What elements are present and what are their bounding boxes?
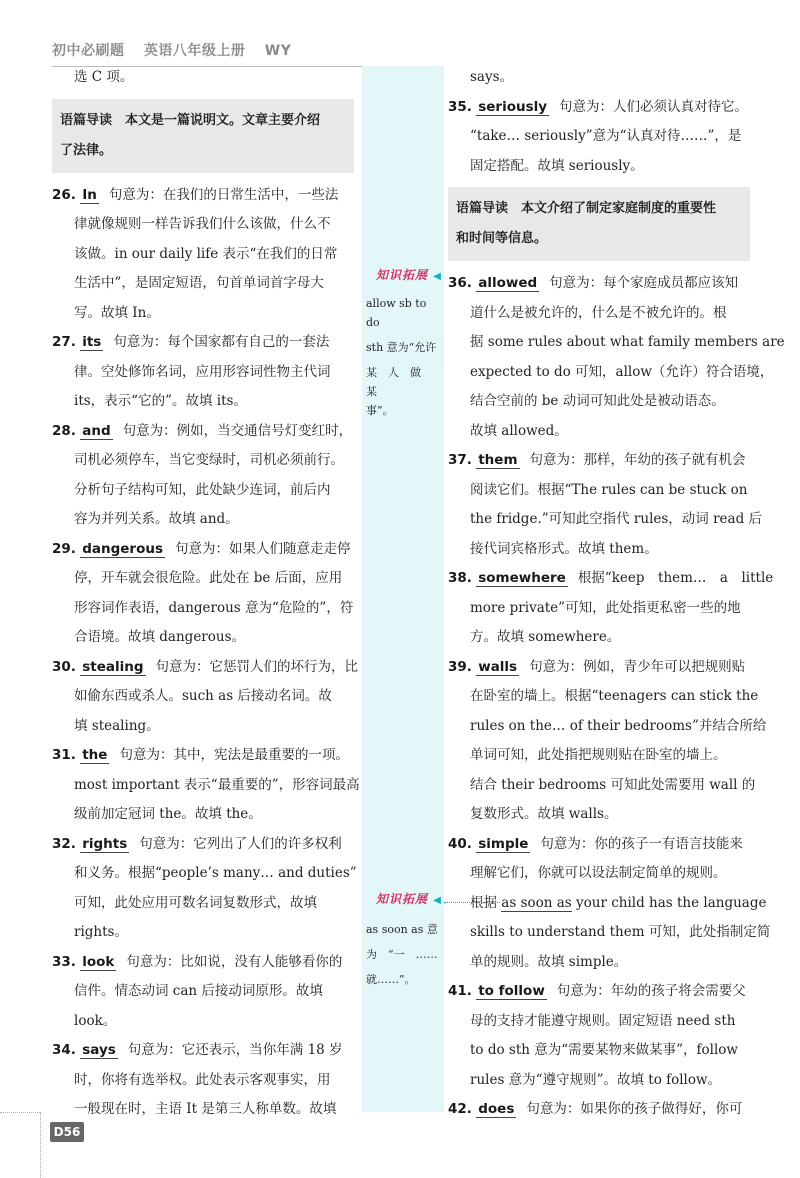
explanation-text: 句意为：每个国家都有自己的一套法 [113,334,330,350]
explanation-text: 接代词宾格形式。故填 them。 [470,540,658,557]
explanation-text: expected to do 可知，allow（允许）符合语境， [470,363,774,380]
explanation-text: 单的规则。故填 simple。 [470,953,628,970]
explanation-text: 方。故填 somewhere。 [470,629,621,645]
answer-word: dangerous [82,540,164,557]
explanation-text: its，表示“它的”。故填 its。 [74,393,247,409]
question-number: 31. [52,747,76,763]
explanation-line [448,889,767,919]
explanation-text: 结合空前的 be 动词可知此处是被动语态。 [470,393,725,409]
question-number: 29. [52,540,76,557]
explanation-text: 如偷东西或杀人。such as 后接动名词。故 [74,688,332,704]
explanation-text: 在卧室的墙上。根据“teenagers can stick the [470,688,759,704]
answer-word: to follow [478,983,545,999]
explanation-text: to do sth 意为“需要某物来做某事”，follow [470,1042,738,1058]
question-number: 34. [52,1042,76,1058]
right-column [448,63,785,1125]
explanation-text: 故填 allowed。 [470,422,568,439]
explanation-text: 句意为：如果人们随意走走停 [175,540,351,557]
answer-word: and [82,422,111,439]
answer-word: the [82,747,108,763]
answer-word: In [82,186,97,203]
corner-dotted-line [0,1112,40,1113]
note-title: 知识拓展 [376,892,429,906]
question-number: 27. [52,334,76,350]
answer-39 [448,653,767,830]
explanation-text: 句意为：每个家庭成员都应该知 [549,275,739,291]
explanation-text: 句意为：如果你的孩子做得好，你可 [526,1101,743,1117]
answer-word: simple [478,835,529,852]
guide-line: 和时间等信息。 [456,231,548,246]
answer-32 [52,830,357,948]
answer-word: allowed [478,275,538,291]
explanation-text: 句意为：它还表示，当你年满 18 岁 [127,1042,343,1058]
explanation-text: 根据“keep them… a little [577,570,774,586]
question-number: 37. [448,452,472,468]
subject-title: 英语八年级上册 [143,43,246,59]
explanation-text: 阅读它们。根据“The rules can be stuck on [470,481,748,498]
explanation-text: 道什么是被允许的，什么是不被允许的。根 [470,304,727,321]
question-number: 36. [448,275,472,291]
explanation-text: 句意为：你的孩子一有语言技能来 [540,835,743,852]
explanation-text: 律就像规则一样告诉我们什么该做，什么不 [74,216,331,232]
guide-line: 语篇导读 本文是一篇说明文。文章主要介绍 [60,112,321,128]
answer-word: them [478,452,518,468]
explanation-text: 结合 their bedrooms 可知此处需要用 wall 的 [470,776,756,793]
page-number: D56 [50,1122,84,1142]
explanation-text: 句意为：那样，年幼的孩子就有机会 [529,452,746,468]
explanation-text: 信件。情态动词 can 后接动词原形。故填 [74,983,323,999]
answer-word: look [82,953,115,970]
explanation-text: 律。空处修饰名词，应用形容词性物主代词 [74,363,331,380]
explanation-text: look。 [74,1012,117,1029]
answer-word: somewhere [478,570,566,586]
explanation-text: rights。 [74,924,128,940]
answer-36 [448,269,785,446]
question-number: 35. [448,98,472,115]
explanation-text: 写。故填 In。 [74,304,160,321]
question-number: 33. [52,953,76,970]
explanation-text: 根据 [470,894,502,911]
explanation-text: your child has the language [571,894,767,911]
pointer-triangle-icon: ◀ [433,271,442,282]
answer-42 [448,1095,750,1125]
explanation-text: 停，开车就会很危险。此处在 be 后面，应用 [74,570,343,586]
answer-word: walls [478,658,518,675]
explanation-text: 时，你将有选举权。此处表示客观事实，用 [74,1071,331,1088]
explanation-text: 形容词作表语，dangerous 意为“危险的”，符 [74,599,354,616]
explanation-text: 合语境。故填 dangerous。 [74,629,246,645]
note-text: 事”。 [366,404,394,417]
answer-38 [448,564,774,653]
guide-line: 了法律。 [60,142,113,158]
explanation-text: 和义务。根据“people’s many… and duties” [74,865,357,881]
question-number: 30. [52,658,76,675]
explanation-text: most important 表示“最重要的”，形容词最高 [74,776,360,793]
explanation-text: 句意为：比如说，没有人能够看你的 [126,953,343,970]
explanation-text: 句意为：例如，青少年可以把规则贴 [529,658,746,675]
question-number: 42. [448,1101,472,1117]
answer-word: its [82,334,102,350]
explanation-text: 固定搭配。故填 seriously。 [470,157,644,174]
explanation-text: 可知，此处应用可数名词复数形式，故填 [74,894,317,911]
answer-40 [448,830,771,978]
question-number: 26. [52,186,76,203]
explanation-text: 句意为：人们必须认真对待它。 [559,98,749,115]
reading-guide-1 [52,99,354,173]
explanation-text: “take… seriously”意为“认真对待……”，是 [470,128,742,144]
answer-37 [448,446,763,564]
answer-33 [52,948,354,1037]
note-text: allow sb to do [366,297,427,329]
knowledge-note-1 [366,266,442,420]
explanation-text: 句意为：其中，宪法是最重要的一项。 [119,747,349,763]
answer-word: says [82,1042,116,1058]
explanation-text: 据 some rules about what family members are [470,334,785,350]
explanation-text: 句意为：年幼的孩子将会需要父 [556,983,746,999]
edition-label: WY [264,43,292,59]
note-text: 就……”。 [366,973,416,986]
question-number: 39. [448,658,472,675]
answer-35 [448,93,750,182]
note-text: 为 “一 …… [366,948,438,961]
note-text: 某 人 做 某 [366,366,432,398]
explanation-text: rules on the… of their bedrooms”并结合所给 [470,717,767,734]
reading-guide-2 [448,187,750,261]
answer-word: rights [82,835,128,852]
answer-word: seriously [478,98,548,115]
explanation-text: 句意为：在我们的日常生活中，一些法 [108,186,339,203]
answer-28 [52,417,354,535]
explanation-text: 句意为：它惩罚人们的坏行为，比 [155,658,359,675]
pointer-dotted-line [444,902,500,903]
answer-30 [52,653,359,742]
explanation-text: 理解它们，你就可以设法制定简单的规则。 [470,865,727,881]
explanation-text: 单词可知，此处指把规则贴在卧室的墙上。 [470,747,727,763]
question-number: 38. [448,570,472,586]
note-text: sth 意为“允许 [366,341,437,354]
explanation-text: 一般现在时，主语 It 是第三人称单数。故填 [74,1101,337,1117]
explanation-text: 句意为：例如，当交通信号灯变红时， [122,422,353,439]
left-column [52,63,360,1125]
explanation-text: 级前加定冠词 the。故填 the。 [74,806,262,822]
explanation-text: 容为并列关系。故填 and。 [74,511,239,527]
explanation-text: 句意为：它列出了人们的许多权利 [139,835,342,852]
explanation-text: 分析句子结构可知，此处缺少连词，前后内 [74,481,331,498]
right-top-line: says。 [470,69,514,85]
explanation-text: 司机必须停车，当它变绿时，司机必须前行。 [74,452,344,468]
answer-31 [52,741,360,830]
book-title: 初中必刷题 [52,43,125,59]
note-title: 知识拓展 [376,268,429,282]
answer-41 [448,977,750,1095]
explanation-text: 填 stealing。 [74,717,160,734]
question-number: 32. [52,835,76,852]
corner-dotted-line [40,1112,41,1178]
explanation-text: rules 意为“遵守规则”。故填 to follow。 [470,1071,722,1088]
guide-line: 语篇导读 本文介绍了制定家庭制度的重要性 [456,201,717,216]
explanation-text: skills to understand them 可知，此处指制定简 [470,924,771,940]
pointer-triangle-icon: ◀ [433,895,442,906]
explanation-text: 复数形式。故填 walls。 [470,806,618,822]
question-number: 28. [52,422,76,439]
answer-word: does [478,1101,515,1117]
explanation-text: 生活中”，是固定短语，句首单词首字母大 [74,275,324,291]
question-number: 40. [448,835,472,852]
answer-27 [52,328,354,417]
explanation-text: 该做。in our daily life 表示“在我们的日常 [74,245,338,262]
answer-34 [52,1036,354,1125]
answer-26 [52,181,354,329]
explanation-text: 母的支持才能遵守规则。固定短语 need sth [470,1012,736,1029]
underlined-phrase: as soon as [501,894,572,911]
answer-29 [52,535,354,653]
explanation-text: the fridge.”可知此空指代 rules，动词 read 后 [470,511,763,527]
knowledge-note-2 [366,890,442,989]
answer-word: stealing [82,658,144,675]
question-number: 41. [448,983,472,999]
note-text: as soon as 意 [366,923,438,936]
left-top-line: 选 C 项。 [74,69,134,85]
explanation-text: more private”可知，此处指更私密一些的地 [470,599,741,616]
